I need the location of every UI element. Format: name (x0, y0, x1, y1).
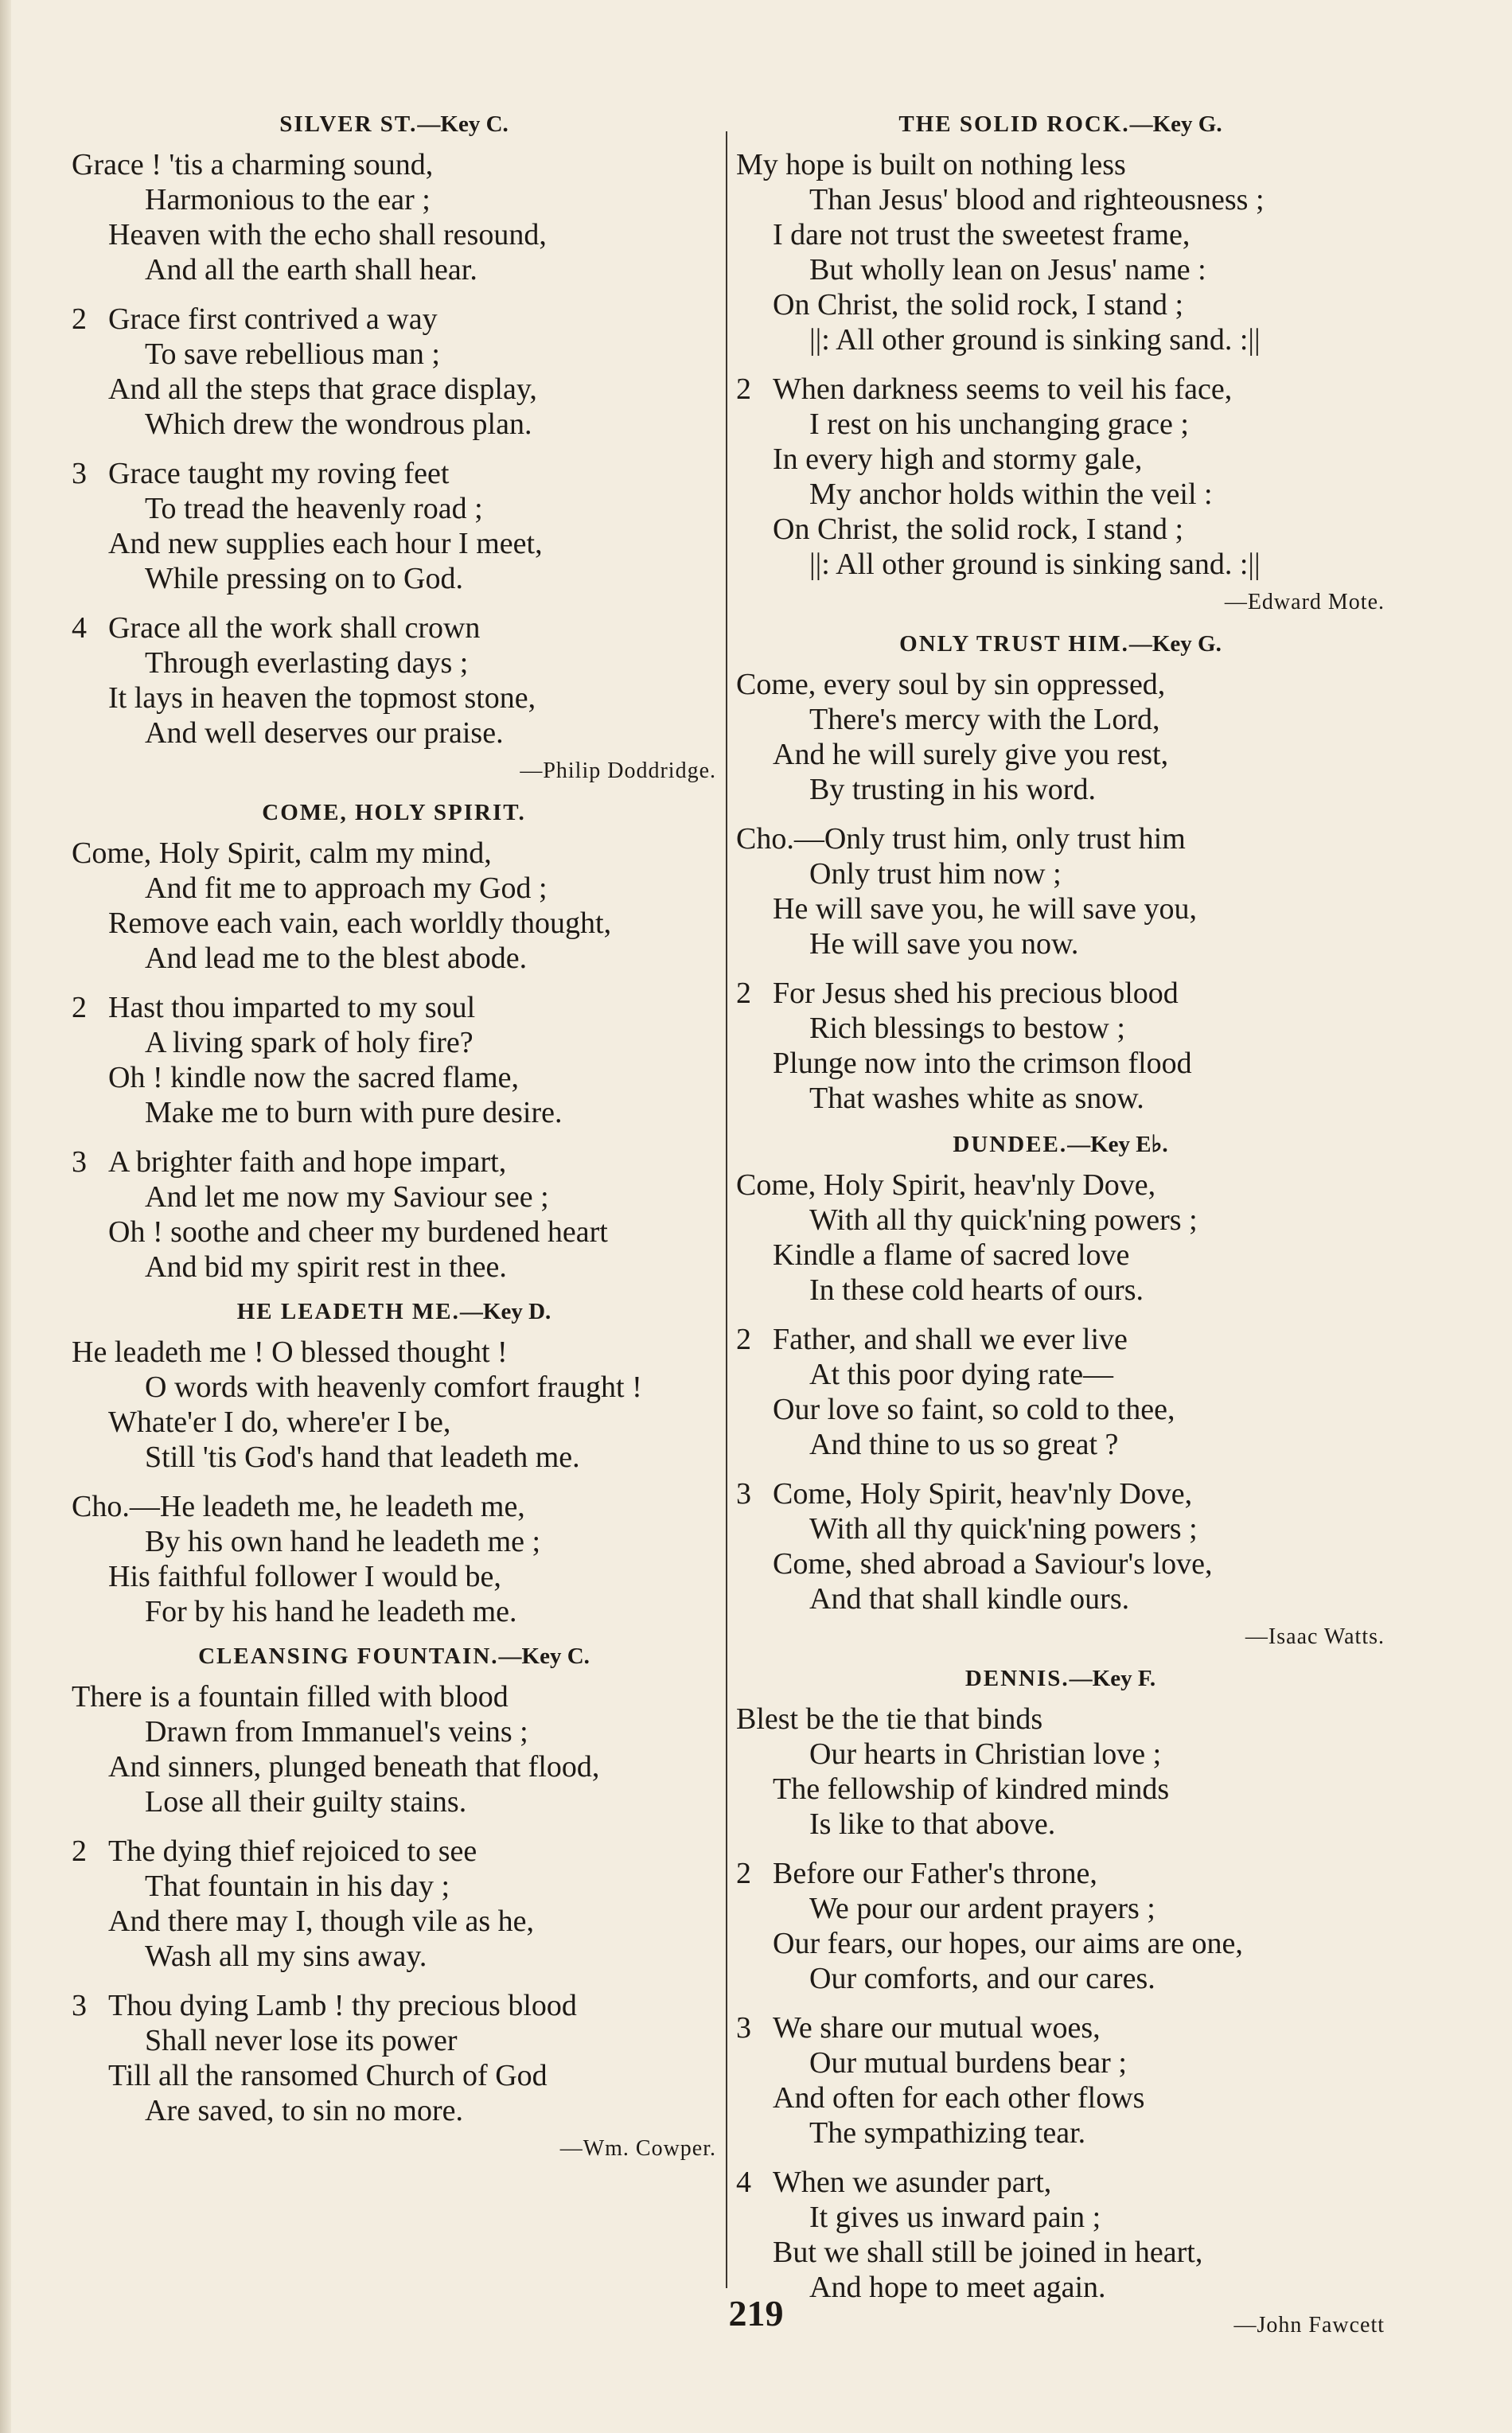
hymn-key: —Key E♭. (1067, 1132, 1168, 1157)
verse-line-text: And hope to meet again. (809, 2271, 1106, 2304)
hymn-key: —Key C. (417, 111, 509, 137)
verse-line-text: That washes white as snow. (809, 1082, 1144, 1115)
hymn-title (72, 800, 716, 826)
verse-line-text: He will save you now. (809, 927, 1079, 961)
verse (736, 372, 1385, 582)
verse-line-text: ||: All other ground is sinking sand. :|| (809, 323, 1261, 357)
verse-number: 3 (72, 1989, 87, 2022)
verse-line (72, 1060, 716, 1095)
hymn-come-holy-spirit (72, 800, 716, 1285)
verse-number: 2 (736, 977, 751, 1010)
verse-line (736, 1203, 1385, 1238)
verse-line-text: Drawn from Immanuel's veins ; (145, 1715, 528, 1749)
verse-line-text: With all thy quick'ning powers ; (809, 1512, 1198, 1546)
hymn-cleansing-fountain (72, 1643, 716, 2162)
verse-line-text: Come, shed abroad a Saviour's love, (773, 1547, 1213, 1581)
verse-line (736, 287, 1385, 322)
verse-line-text: And sinners, plunged beneath that flood, (108, 1750, 600, 1784)
verse-line-text: And bid my spirit rest in thee. (145, 1250, 507, 1284)
verse-line (736, 1702, 1385, 1737)
verse-line (736, 2200, 1385, 2235)
verse-line (72, 2058, 716, 2093)
verse-line (72, 302, 716, 337)
hymn-title-text: THE SOLID ROCK. (898, 111, 1130, 137)
verse-number: 2 (736, 1857, 751, 1890)
verse-line-text: Through everlasting days ; (145, 646, 469, 680)
verse-number: 3 (736, 1477, 751, 1511)
verse-line (72, 1179, 716, 1215)
verse-line-text: Grace ! 'tis a charming sound, (72, 148, 434, 181)
verse-line (72, 1524, 716, 1559)
verse-line-text: My anchor holds within the veil : (809, 478, 1213, 511)
verse (72, 610, 716, 751)
verse-line-text: He will save you, he will save you, (773, 892, 1197, 926)
verse-line (736, 407, 1385, 442)
verse-line-text: Which drew the wondrous plan. (145, 407, 532, 441)
verse-line-text: Shall never lose its power (145, 2024, 458, 2057)
verse-line-text: Father, and shall we ever live (773, 1323, 1128, 1356)
verse-line-text: He leadeth me ! O blessed thought ! (72, 1335, 508, 1369)
verse-line-text: Grace taught my roving feet (108, 457, 450, 490)
verse-line-text: In these cold hearts of ours. (809, 1273, 1144, 1307)
verse-line-text: When we asunder part, (773, 2166, 1052, 2199)
verse-line (736, 772, 1385, 807)
verse (72, 1834, 716, 1974)
verse-line-text: And well deserves our praise. (145, 716, 504, 750)
verse-line (736, 1581, 1385, 1616)
verse-line-text: His faithful follower I would be, (108, 1560, 501, 1593)
verse-line (72, 456, 716, 491)
verse-line-text: A brighter faith and hope impart, (108, 1145, 507, 1179)
verse-line-text: Hast thou imparted to my soul (108, 991, 476, 1024)
verse (736, 147, 1385, 357)
verse-line (736, 1807, 1385, 1842)
verse-line (72, 1679, 716, 1714)
verse-line-text: Is like to that above. (809, 1807, 1056, 1841)
verse (72, 1988, 716, 2128)
verse (72, 456, 716, 596)
chorus-label: Cho.— (72, 1490, 160, 1523)
verse-line-text: And let me now my Saviour see ; (145, 1180, 549, 1214)
verse-line (736, 1476, 1385, 1511)
verse (736, 2165, 1385, 2305)
verse (736, 2010, 1385, 2150)
verse-line (736, 322, 1385, 357)
hymn-author: —Philip Doddridge. (520, 758, 716, 783)
verse-line-text: On Christ, the solid rock, I stand ; (773, 288, 1184, 322)
verse-line-text: Our comforts, and our cares. (809, 1962, 1155, 1995)
verse-line (736, 372, 1385, 407)
verse-number: 4 (72, 611, 87, 645)
verse-line-text: Before our Father's throne, (773, 1857, 1097, 1890)
verse-line (72, 645, 716, 680)
verse-line (72, 1834, 716, 1869)
verse-line-text: Oh ! kindle now the sacred flame, (108, 1061, 519, 1094)
verse-line-text: Wash all my sins away. (145, 1940, 427, 1973)
hymn-author: —Wm. Cowper. (559, 2136, 716, 2161)
verse-line-text: And thine to us so great ? (809, 1428, 1119, 1461)
verse-line-text: There is a fountain filled with blood (72, 1680, 509, 1714)
hymn-he-leadeth-me (72, 1299, 716, 1629)
hymn-title (736, 111, 1385, 138)
verse-line-text: Remove each vain, each worldly thought, (108, 907, 612, 940)
verse-line-text: Only trust him now ; (809, 857, 1062, 891)
verse-line (736, 1961, 1385, 1996)
verse-line (736, 702, 1385, 737)
verse-line-text: To tread the heavenly road ; (145, 492, 483, 525)
column-divider (726, 131, 727, 2288)
verse-line-text: Make me to burn with pure desire. (145, 1096, 563, 1129)
verse-line-text: And new supplies each hour I meet, (108, 527, 543, 560)
verse-line (72, 526, 716, 561)
hymn-title (736, 1666, 1385, 1692)
verse-line (72, 217, 716, 252)
verse-line (736, 1856, 1385, 1891)
verse (72, 836, 716, 976)
verse-line (72, 2023, 716, 2058)
verse-line (736, 182, 1385, 217)
verse-line (72, 1784, 716, 1819)
verse-line-text: Our mutual burdens bear ; (809, 2046, 1127, 2080)
book-spine-edge (0, 0, 11, 2433)
verse-line (72, 2093, 716, 2128)
verse-line (736, 667, 1385, 702)
verse-line-text: My hope is built on nothing less (736, 148, 1126, 181)
verse-line-text: By his own hand he leadeth me ; (145, 1525, 541, 1558)
verse-line (736, 1238, 1385, 1273)
verse-line (72, 836, 716, 871)
verse-line (72, 1904, 716, 1939)
verse-line-text: Thou dying Lamb ! thy precious blood (108, 1989, 577, 2022)
verse-line (736, 1273, 1385, 1308)
chorus-label: Cho.— (736, 822, 824, 856)
verse-number: 2 (736, 1323, 751, 1356)
verse-line (736, 2045, 1385, 2080)
hymn-key: —Key C. (498, 1643, 590, 1669)
verse-line-text: And all the earth shall hear. (145, 253, 477, 287)
chorus (72, 1489, 716, 1629)
verse (72, 302, 716, 442)
verse-line (736, 1546, 1385, 1581)
verse-line-text: But we shall still be joined in heart, (773, 2236, 1203, 2269)
verse-line-text: For by his hand he leadeth me. (145, 1595, 517, 1628)
verse-line-text: That fountain in his day ; (145, 1870, 450, 1903)
hymn-key: —Key D. (459, 1299, 551, 1324)
verse-line (72, 561, 716, 596)
page-number: 219 (728, 2293, 784, 2334)
verse-line-text: Our love so faint, so cold to thee, (773, 1393, 1175, 1426)
verse-line-text: We pour our ardent prayers ; (809, 1892, 1155, 1925)
verse-number: 3 (72, 1145, 87, 1179)
verse-line (736, 1011, 1385, 1046)
verse-line (736, 926, 1385, 961)
hymn-title (72, 1299, 716, 1325)
verse (72, 1335, 716, 1475)
verse-number: 4 (736, 2166, 751, 2199)
hymn-title-text: ONLY TRUST HIM. (899, 631, 1129, 657)
verse-line-text: To save rebellious man ; (145, 337, 440, 371)
verse (736, 1856, 1385, 1996)
verse-line (72, 252, 716, 287)
verse-line (736, 1392, 1385, 1427)
verse-line (736, 1168, 1385, 1203)
hymn-title-text: DENNIS. (964, 1666, 1070, 1691)
verse-line (72, 1594, 716, 1629)
verse-line (72, 871, 716, 906)
verse-line-text: At this poor dying rate— (809, 1358, 1114, 1391)
verse-line-text: Heaven with the echo shall resound, (108, 218, 547, 251)
verse-line-text: Oh ! soothe and cheer my burdened heart (108, 1215, 608, 1249)
verse-line-text: Than Jesus' blood and righteousness ; (809, 183, 1265, 216)
verse-line-text: In every high and stormy gale, (773, 443, 1143, 476)
verse-line-text: Harmonious to the ear ; (145, 183, 431, 216)
verse (72, 1144, 716, 1285)
verse-line (72, 715, 716, 751)
hymn-dundee (736, 1130, 1385, 1650)
verse-line (72, 1988, 716, 2023)
verse-line (736, 547, 1385, 582)
hymn-title-text: COME, HOLY SPIRIT. (262, 800, 526, 825)
verse-line (736, 252, 1385, 287)
hymn-silver-st (72, 111, 716, 784)
verse (736, 1168, 1385, 1308)
verse-line (72, 1025, 716, 1060)
verse-line (72, 1714, 716, 1749)
verse-line (72, 906, 716, 941)
verse-line-text: Whate'er I do, where'er I be, (108, 1406, 451, 1439)
hymn-title (736, 631, 1385, 657)
verse-line-text: Are saved, to sin no more. (145, 2094, 463, 2127)
verse-line (736, 477, 1385, 512)
verse (72, 990, 716, 1130)
verse-line (736, 1772, 1385, 1807)
verse-line (72, 1559, 716, 1594)
verse-line-text: Come, every soul by sin oppressed, (736, 668, 1166, 701)
verse-line-text: And there may I, though vile as he, (108, 1905, 535, 1938)
verse (736, 667, 1385, 807)
hymn-key: —Key F. (1069, 1666, 1156, 1691)
verse-line-text: Our hearts in Christian love ; (809, 1737, 1162, 1771)
hymn-author: —Isaac Watts. (1245, 1624, 1385, 1649)
verse-line (736, 891, 1385, 926)
verse-line-text: Rich blessings to bestow ; (809, 1012, 1125, 1045)
verse-line-text: A living spark of holy fire? (145, 1026, 473, 1059)
verse-line (736, 1511, 1385, 1546)
verse-line (72, 372, 716, 407)
verse-line-text: Kindle a flame of sacred love (773, 1238, 1130, 1272)
verse-line-text: We share our mutual woes, (773, 2011, 1101, 2045)
verse-line (72, 1405, 716, 1440)
verse-line (736, 442, 1385, 477)
verse-line-text: And all the steps that grace display, (108, 372, 537, 406)
hymn-dennis (736, 1666, 1385, 2338)
verse-line-text: And that shall kindle ours. (809, 1582, 1130, 1616)
verse-line-text: And he will surely give you rest, (773, 738, 1169, 771)
hymn-title (72, 111, 716, 138)
verse-number: 3 (736, 2011, 751, 2045)
verse-line (72, 1489, 716, 1524)
verse-line-text: Come, Holy Spirit, heav'nly Dove, (773, 1477, 1193, 1511)
verse-line-text: Till all the ransomed Church of God (108, 2059, 548, 2092)
verse-line (72, 680, 716, 715)
verse-line-text: O words with heavenly comfort fraught ! (145, 1371, 642, 1404)
verse-line (72, 1215, 716, 1250)
verse-line (736, 1322, 1385, 1357)
hymn-title (736, 1130, 1385, 1158)
verse-line (736, 1926, 1385, 1961)
verse-line (736, 1737, 1385, 1772)
hymn-key: —Key G. (1128, 631, 1222, 657)
verse-line-text: With all thy quick'ning powers ; (809, 1203, 1198, 1237)
hymn-only-trust-him (736, 631, 1385, 1116)
verse-line-text: Only trust him, only trust him (824, 822, 1186, 856)
verse-line (72, 1095, 716, 1130)
verse-line (72, 1335, 716, 1370)
verse-line (736, 2010, 1385, 2045)
verse-number: 3 (72, 457, 87, 490)
verse-line (736, 856, 1385, 891)
hymn-title-text: DUNDEE. (953, 1132, 1068, 1157)
verse-line (72, 1144, 716, 1179)
verse-number: 2 (736, 372, 751, 406)
verse-line-text: The fellowship of kindred minds (773, 1772, 1170, 1806)
verse-line-text: I dare not trust the sweetest frame, (773, 218, 1191, 251)
verse-line-text: Come, Holy Spirit, calm my mind, (72, 836, 492, 870)
verse-line (72, 1250, 716, 1285)
verse-number: 2 (72, 991, 87, 1024)
verse-line-text: Come, Holy Spirit, heav'nly Dove, (736, 1168, 1156, 1202)
verse-line-text: Grace first contrived a way (108, 302, 438, 336)
chorus (736, 821, 1385, 961)
verse-line (72, 610, 716, 645)
verse-number: 2 (72, 1834, 87, 1868)
verse-line (736, 1427, 1385, 1462)
verse-line (72, 491, 716, 526)
verse-line (736, 1046, 1385, 1081)
verse-line-text: By trusting in his word. (809, 773, 1096, 806)
verse-line (736, 976, 1385, 1011)
verse-line (736, 1081, 1385, 1116)
verse-line (736, 2080, 1385, 2115)
verse-line (736, 1357, 1385, 1392)
verse (72, 147, 716, 287)
verse (736, 1476, 1385, 1616)
verse-line-text: While pressing on to God. (145, 562, 464, 595)
verse-line (736, 2115, 1385, 2150)
verse-line-text: It lays in heaven the topmost stone, (108, 681, 536, 715)
hymn-key: —Key G. (1129, 111, 1222, 137)
verse (72, 1679, 716, 1819)
verse-line-text: And lead me to the blest abode. (145, 942, 528, 975)
verse-line (72, 1370, 716, 1405)
verse-line-text: There's mercy with the Lord, (809, 703, 1160, 736)
verse-line (736, 2165, 1385, 2200)
verse-line-text: It gives us inward pain ; (809, 2201, 1101, 2234)
verse-line (72, 407, 716, 442)
verse-line (72, 990, 716, 1025)
verse-line (736, 737, 1385, 772)
verse-line-text: ||: All other ground is sinking sand. :|| (809, 548, 1261, 581)
verse-line (72, 1869, 716, 1904)
verse-line (72, 1440, 716, 1475)
verse-line-text: The sympathizing tear. (809, 2116, 1086, 2150)
verse-line-text: Grace all the work shall crown (108, 611, 481, 645)
hymn-author: —Edward Mote. (1224, 590, 1385, 614)
verse (736, 976, 1385, 1116)
verse-line-text: When darkness seems to veil his face, (773, 372, 1233, 406)
verse-line-text: Still 'tis God's hand that leadeth me. (145, 1441, 580, 1474)
verse-line (736, 512, 1385, 547)
verse-line-text: I rest on his unchanging grace ; (809, 407, 1189, 441)
verse-line-text: The dying thief rejoiced to see (108, 1834, 477, 1868)
verse-line (736, 147, 1385, 182)
verse-line (736, 1891, 1385, 1926)
verse-line-text: Lose all their guilty stains. (145, 1785, 467, 1819)
verse-line (736, 821, 1385, 856)
verse-line (72, 337, 716, 372)
verse-line (72, 941, 716, 976)
hymn-title-text: HE LEADETH ME. (236, 1299, 460, 1324)
hymn-title-text: CLEANSING FOUNTAIN. (198, 1643, 499, 1669)
verse-line-text: For Jesus shed his precious blood (773, 977, 1179, 1010)
verse-line-text: Our fears, our hopes, our aims are one, (773, 1927, 1243, 1960)
hymn-title-text: SILVER ST. (279, 111, 418, 137)
right-column (736, 111, 1385, 2354)
hymn-title (72, 1643, 716, 1670)
verse-line (72, 1939, 716, 1974)
verse-number: 2 (72, 302, 87, 336)
verse-line-text: He leadeth me, he leadeth me, (159, 1490, 525, 1523)
verse (736, 1322, 1385, 1462)
verse (736, 1702, 1385, 1842)
hymn-the-solid-rock (736, 111, 1385, 615)
verse-line-text: And fit me to approach my God ; (145, 871, 548, 905)
verse-line (72, 147, 716, 182)
verse-line (72, 182, 716, 217)
left-column (72, 111, 716, 2178)
verse-line-text: But wholly lean on Jesus' name : (809, 253, 1206, 287)
verse-line-text: And often for each other flows (773, 2081, 1145, 2115)
verse-line-text: Blest be the tie that binds (736, 1702, 1043, 1736)
verse-line (736, 217, 1385, 252)
verse-line-text: Plunge now into the crimson flood (773, 1047, 1192, 1080)
verse-line (72, 1749, 716, 1784)
verse-line-text: On Christ, the solid rock, I stand ; (773, 513, 1184, 546)
verse-line (736, 2235, 1385, 2270)
hymn-author: —John Fawcett (1233, 2313, 1385, 2337)
